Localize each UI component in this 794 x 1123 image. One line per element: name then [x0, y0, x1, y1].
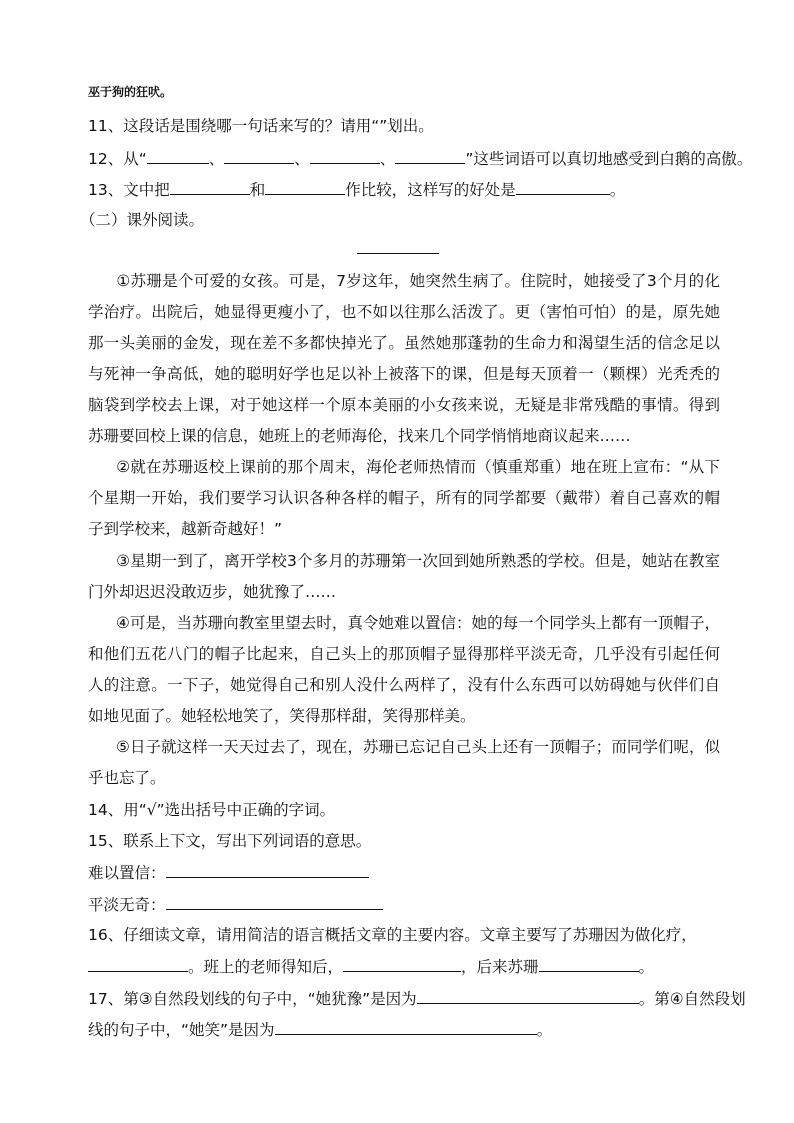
paragraph-text: ②就在苏珊返校上课前的那个周末，海伦老师热情而（慎重郑重）地在班上宣布：“从下个星期一开始，我们要学习认识各种各样的帽子，所有的同学都要（戴带）着自己喜欢的帽子到学校来，越新奇越好！”	[88, 458, 720, 538]
question-15: 15、联系上下文，写出下列词语的意思。	[88, 832, 372, 850]
question-16-end: 。	[638, 958, 655, 976]
term-1-row	[88, 862, 718, 883]
answer-blank[interactable]	[395, 148, 465, 164]
answer-blank[interactable]	[166, 894, 383, 910]
question-13-text: 和	[249, 181, 266, 199]
question-17-prefix: 17、第③自然段划线的句子中，“她犹豫”是因为	[88, 990, 417, 1008]
question-17-text: 线的句子中，“她笑”是因为	[88, 1021, 275, 1039]
question-16: 16、仔细读文章，请用简洁的语言概括文章的主要内容。文章主要写了苏珊因为做化疗，	[88, 926, 697, 944]
answer-blank[interactable]	[343, 956, 461, 972]
question-16-text: ，后来苏珊	[461, 958, 539, 976]
term-2-row	[88, 894, 718, 915]
term-label: 难以置信：	[88, 864, 166, 882]
question-13	[88, 179, 718, 200]
answer-blank[interactable]	[170, 179, 250, 195]
answer-blank[interactable]	[224, 148, 294, 164]
paragraph-text: ④可是，当苏珊向教室里望去时，真令她难以置信：她的每一个同学头上都有一顶帽子，和他们五花八门的帽子比起来，自己头上的那顶帽子显得那样平淡无奇，几乎没有引起任何人的注意。一下子，她觉得自己和别人没什么两样了，没有什么东西可以妨碍她与伙伴们自如地见面了。她轻松地笑了，笑得那样甜，笑得那样美。	[88, 614, 720, 725]
passage-paragraph-3	[88, 546, 720, 608]
paragraph-text: ⑤日子就这样一天天过去了，现在，苏珊已忘记自己头上还有一顶帽子；而同学们呢，似乎也忘了。	[88, 738, 720, 787]
section-extracurricular-reading: （二）课外阅读。	[80, 211, 205, 229]
passage-paragraph-5	[88, 732, 720, 794]
question-16-blanks	[88, 956, 718, 977]
question-17	[88, 988, 746, 1009]
passage-paragraph-2	[88, 452, 720, 545]
question-16-text: 。班上的老师得知后，	[188, 958, 344, 976]
question-14: 14、用“√”选出括号中正确的字词。	[88, 801, 336, 819]
passage-title-blank[interactable]	[357, 253, 439, 254]
answer-blank[interactable]	[417, 988, 639, 1004]
question-12-prefix: 12、从“	[88, 150, 147, 168]
answer-blank[interactable]	[88, 956, 188, 972]
answer-blank[interactable]	[275, 1019, 537, 1035]
answer-blank[interactable]	[147, 148, 209, 164]
answer-blank[interactable]	[265, 179, 345, 195]
question-12-suffix: ”这些词语可以真切地感受到白鹅的高傲。	[465, 150, 753, 168]
question-13-end: 。	[609, 181, 626, 199]
question-13-prefix: 13、文中把	[88, 181, 170, 199]
answer-blank[interactable]	[166, 862, 369, 878]
paragraph-text: ①苏珊是个可爱的女孩。可是，7岁这年，她突然生病了。住院时，她接受了3个月的化学治疗。出院后，她显得更瘦小了，也不如以往那么活泼了。更（害怕可怕）的是，原先她那一头美丽的金发，现在差不多都快掉光了。虽然她那蓬勃的生命力和渴望生活的信念足以与死神一争高低，她的聪明好学也足以补上被落下的课，但是每天顶着一（颗棵）光秃秃的脑袋到学校去上课，对于她这样一个原本美丽的小女孩来说，无疑是非常残酷的事情。得到苏珊要回校上课的信息，她班上的老师海伦，找来几个同学悄悄地商议起来……	[88, 272, 720, 445]
passage-paragraph-1	[88, 266, 720, 452]
question-12	[88, 148, 753, 169]
answer-blank[interactable]	[310, 148, 380, 164]
paragraph-text: ③星期一到了，离开学校3个多月的苏珊第一次回到她所熟悉的学校。但是，她站在教室门外却迟迟没敢迈步，她犹豫了……	[88, 552, 720, 601]
answer-blank[interactable]	[539, 956, 639, 972]
answer-blank[interactable]	[516, 179, 610, 195]
separator: 、	[294, 150, 310, 168]
passage-paragraph-4	[88, 608, 720, 732]
question-17-line-2	[88, 1019, 718, 1040]
separator: 、	[379, 150, 396, 168]
question-17-text: 。第④自然段划	[638, 990, 746, 1008]
question-11: 11、这段话是围绕哪一句话来写的？请用“”划出。	[88, 117, 434, 135]
previous-passage-fragment: 巫于狗的狂吠。	[88, 85, 173, 99]
separator: 、	[208, 150, 225, 168]
question-17-end: 。	[536, 1021, 553, 1039]
term-label: 平淡无奇：	[88, 896, 166, 914]
question-13-text: 作比较，这样写的好处是	[345, 181, 516, 199]
